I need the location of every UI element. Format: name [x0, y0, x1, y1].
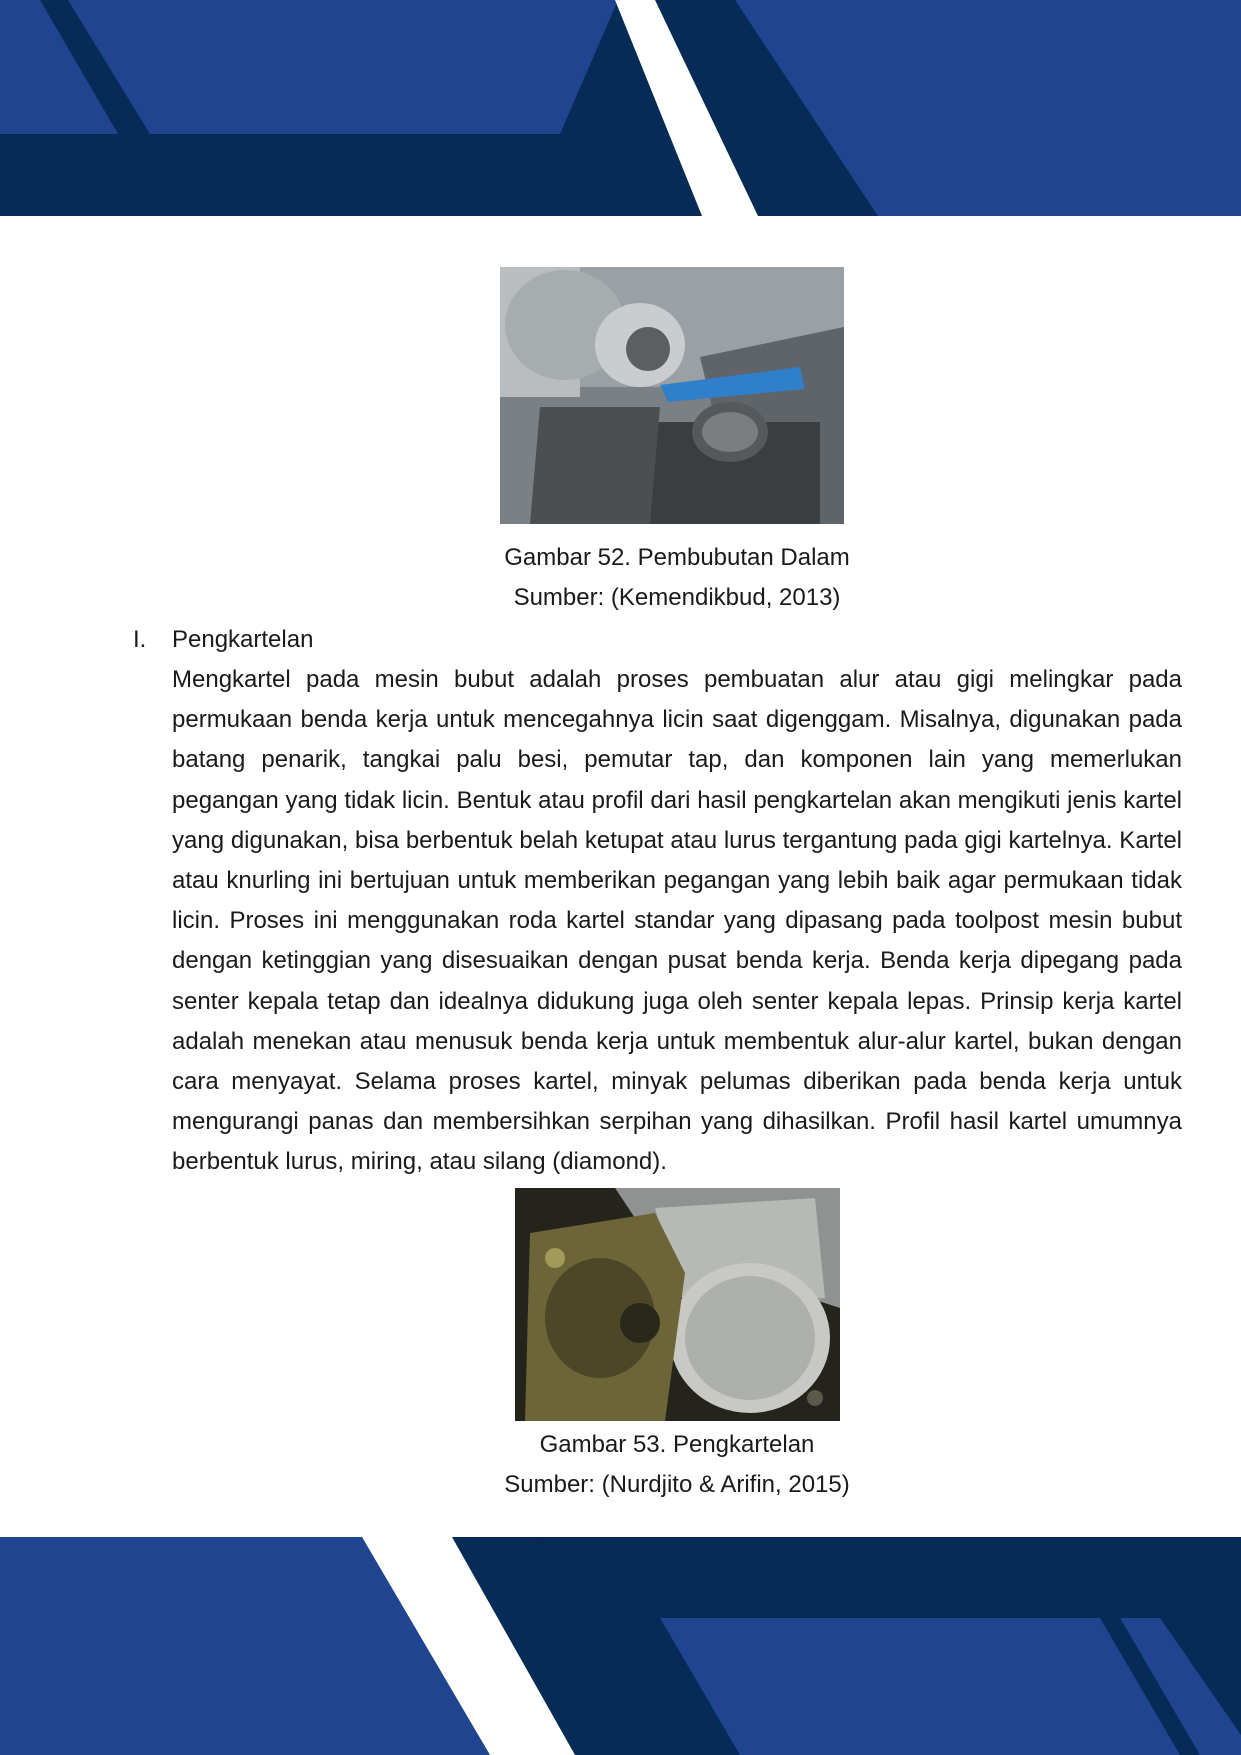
- figure-52-source: Sumber: (Kemendikbud, 2013): [513, 584, 841, 611]
- figure-knurling-photo: [515, 1188, 840, 1421]
- section-title: Pengkartelan: [172, 626, 314, 653]
- section-heading: [133, 620, 313, 660]
- figure-53-caption: [0, 1425, 1241, 1505]
- header-banner: [0, 0, 1241, 220]
- figure-52-caption: [0, 538, 1241, 618]
- figure-53-source: Sumber: (Nurdjito & Arifin, 2015): [504, 1471, 850, 1498]
- section-letter: I.: [133, 626, 147, 653]
- figure-52-title: Gambar 52. Pembubutan Dalam: [504, 544, 850, 571]
- figure-53-title: Gambar 53. Pengkartelan: [539, 1431, 815, 1458]
- figure-internal-turning-photo: [500, 267, 844, 524]
- footer-banner: [0, 1535, 1241, 1755]
- section-body-paragraph: Mengkartel pada mesin bubut adalah proses pembuatan alur atau gigi melingkar pada permukaan benda kerja untuk mencegahnya licin saat digenggam. Misalnya, digunakan pada batang penarik, tangkai palu besi, pemutar tap, dan komponen lain yang memerlukan pegangan yang tidak licin. Bentuk atau profil dari hasil pengkartelan akan mengikuti jenis kartel yang digunakan, bisa berbentuk belah ketupat atau lurus tergantung pada gigi kartelnya. Kartel atau knurling ini bertujuan untuk memberikan pegangan yang lebih baik agar permukaan tidak licin. Proses ini menggunakan roda kartel standar yang dipasang pada toolpost mesin bubut dengan ketinggian yang disesuaikan dengan pusat benda kerja. Benda kerja dipegang pada senter kepala tetap dan idealnya didukung juga oleh senter kepala lepas. Prinsip kerja kartel adalah menekan atau menusuk benda kerja untuk membentuk alur-alur kartel, bukan dengan cara menyayat. Selama proses kartel, minyak pelumas diberikan pada benda kerja untuk mengurangi panas dan membersihkan serpihan yang dihasilkan. Profil hasil kartel umumnya berbentuk lurus, miring, atau silang (diamond).: [172, 666, 1182, 1176]
